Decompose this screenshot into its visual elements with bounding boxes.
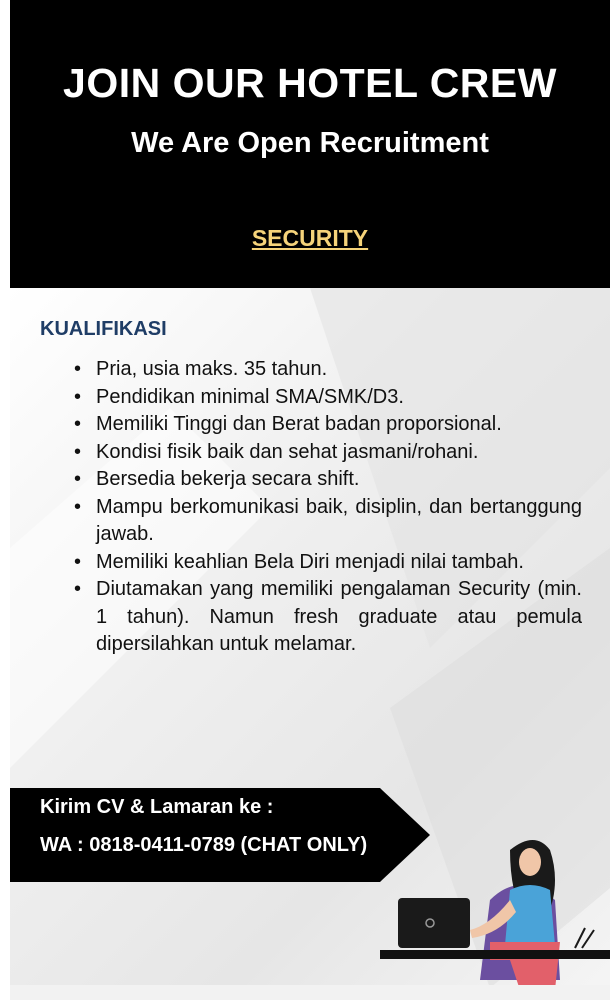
qualifications-list: [72, 356, 582, 659]
list-item: • Pria, usia maks. 35 tahun.: [72, 356, 582, 384]
poster-subtitle: We Are Open Recruitment: [131, 127, 489, 159]
contact-label: Kirim CV & Lamaran ke :: [40, 796, 274, 818]
qualifications-heading: KUALIFIKASI: [40, 318, 167, 340]
list-item: • Bersedia bekerja secara shift.: [72, 466, 582, 494]
bullet-icon: •: [74, 413, 82, 435]
poster-title: JOIN OUR HOTEL CREW: [63, 60, 557, 106]
bullet-icon: •: [74, 578, 82, 600]
woman-laptop-illustration: [370, 830, 610, 990]
whatsapp-contact: WA : 0818-0411-0789 (CHAT ONLY): [40, 834, 368, 856]
face-shape: [519, 848, 541, 876]
bullet-icon: •: [74, 358, 82, 380]
recruitment-poster: [10, 0, 610, 1000]
pen-icon: [582, 930, 594, 948]
bullet-icon: •: [74, 495, 82, 518]
list-item: • Pendidikan minimal SMA/SMK/D3.: [72, 384, 582, 412]
list-item: • Mampu berkomunikasi baik, disiplin, dan bertanggung jawab.: [74, 495, 582, 545]
bullet-icon: •: [74, 385, 82, 408]
list-item: • Kondisi fisik baik dan sehat jasmani/rohani.: [72, 439, 582, 467]
bullet-icon: •: [74, 440, 82, 463]
footer-strip: [10, 985, 610, 1000]
desk: [380, 950, 610, 959]
job-position: SECURITY: [251, 225, 369, 251]
bullet-icon: •: [74, 468, 82, 490]
list-item: • Diutamakan yang memiliki pengalaman Security (min. 1 tahun). Namun fresh graduate atau pemula dipersilahkan untuk melamar.: [74, 578, 582, 655]
bullet-icon: •: [74, 550, 82, 573]
list-item: • Memiliki keahlian Bela Diri menjadi nilai tambah.: [72, 549, 582, 577]
list-item: • Memiliki Tinggi dan Berat badan proporsional.: [72, 411, 582, 439]
poster-header: [10, 0, 610, 288]
